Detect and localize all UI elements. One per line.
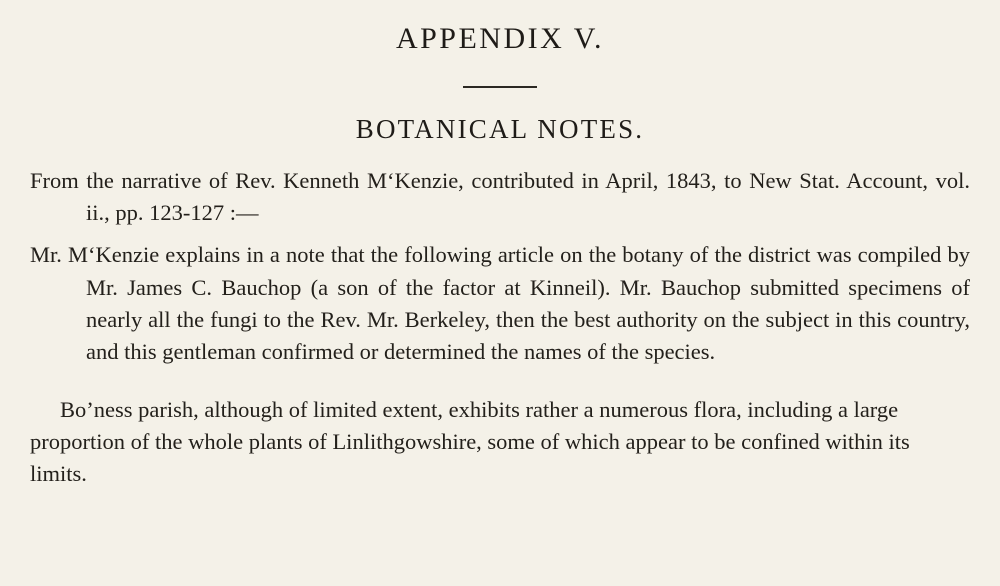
paragraph-editorial-note: Mr. M‘Kenzie explains in a note that the following article on the botany of the district was compiled by Mr. James C. Bauchop (a son of the factor at Kinneil). Mr. Bauchop submitted specimens of nearly all the fungi to the Rev. Mr. Berkeley, then the best authority on the subject in this country, and this gentleman confirmed or determined the names of the species. xyxy=(30,242,970,364)
paragraph-source-note: From the narrative of Rev. Kenneth M‘Kenzie, contributed in April, 1843, to New Stat. Account, vol. ii., pp. 123-127 :— xyxy=(30,168,970,226)
paragraph-flora: Bo’ness parish, although of limited extent, exhibits rather a numerous flora, including a large proportion of the whole plants of Linlithgowshire, some of which appear to be confined within its limits. xyxy=(30,397,910,487)
horizontal-rule xyxy=(463,86,537,88)
section-heading: BOTANICAL NOTES. xyxy=(355,114,645,144)
divider xyxy=(30,78,970,96)
page-title: APPENDIX V. xyxy=(395,22,605,55)
